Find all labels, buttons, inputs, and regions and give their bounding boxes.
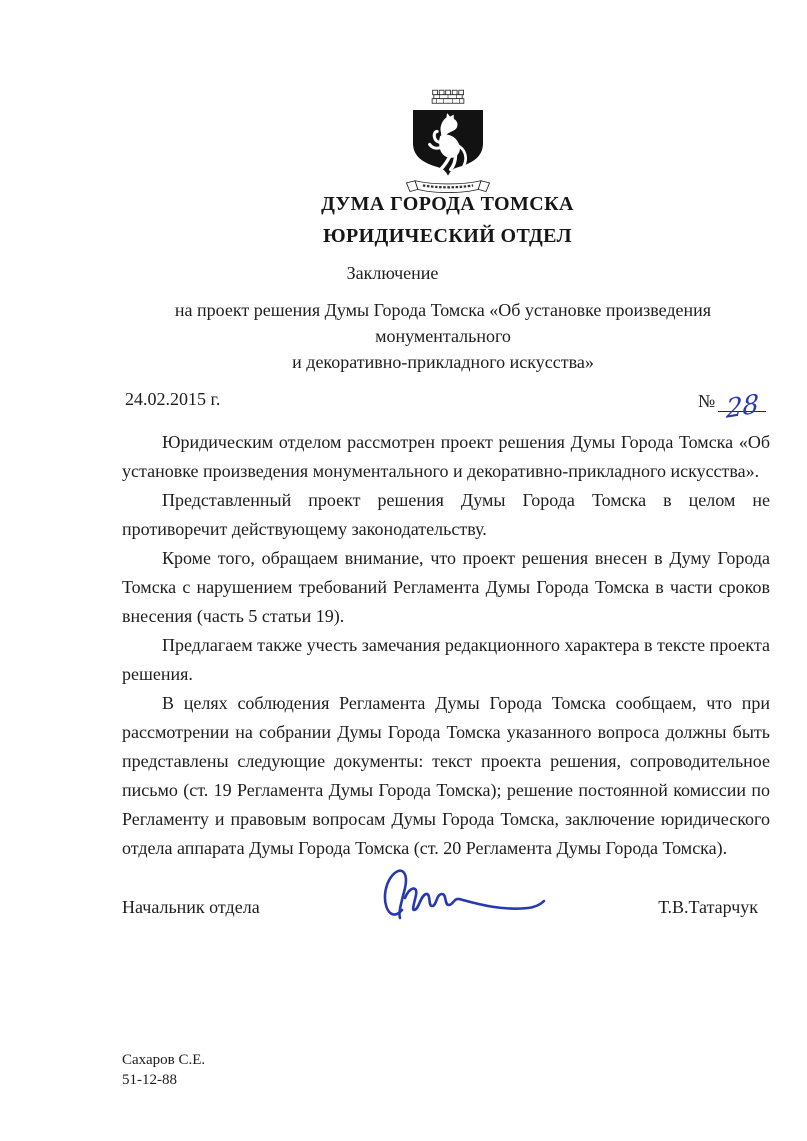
document-subject-line: на проект решения Думы Города Томска «Об установке произведения монументального: [174, 300, 712, 346]
emblem-shield-horse-icon: [410, 109, 486, 177]
document-number-value: 28: [725, 389, 759, 425]
emblem-crown-icon: [431, 86, 465, 108]
tomsk-coat-of-arms: [405, 86, 491, 195]
body-paragraph: Кроме того, обращаем внимание, что проект решения внесен в Думу Города Томска с нарушением требований Регламента Думы Города Томска в части сроков внесения (часть 5 статьи 19).: [122, 548, 770, 626]
document-subject: [118, 297, 768, 375]
body-paragraph: Юридическим отделом рассмотрен проект решения Думы Города Томска «Об установке произведения монументального и декоративно-прикладного искусства».: [122, 432, 770, 481]
executor-name: Сахаров С.Е.: [122, 1052, 206, 1068]
dept-name: ЮРИДИЧЕСКИЙ ОТДЕЛ: [323, 225, 572, 247]
document-body: [122, 428, 770, 863]
org-name: ДУМА ГОРОДА ТОМСКА: [321, 193, 574, 215]
body-paragraph: Предлагаем также учесть замечания редакционного характера в тексте проекта решения.: [122, 635, 770, 684]
document-date: 24.02.2015 г.: [125, 389, 221, 409]
signatory-role: Начальник отдела: [122, 897, 260, 917]
signatory-name: Т.В.Татарчук: [658, 897, 758, 917]
body-paragraph: Представленный проект решения Думы Города Томска в целом не противоречит действующему законодательству.: [122, 490, 770, 539]
document-type: Заключение: [346, 263, 439, 283]
document-subject-line: и декоративно-прикладного искусства»: [292, 352, 594, 372]
body-paragraph: В целях соблюдения Регламента Думы Города Томска сообщаем, что при рассмотрении на собрании Думы Города Томска указанного вопроса должны быть представлены следующие документы: текст проекта решения, сопроводительное письмо (ст. 19 Регламента Думы Города Томска); решение постоянной комиссии по Регламенту и правовым вопросам Думы Города Томска, заключение юридического отдела аппарата Думы Города Томска (ст. 20 Регламента Думы Города Томска).: [122, 693, 770, 858]
executor-block: [122, 1050, 205, 1090]
document-number: [698, 389, 766, 425]
number-sign: №: [698, 391, 716, 411]
number-underline: [718, 389, 766, 425]
signature-scrawl: [362, 858, 557, 938]
executor-phone: 51-12-88: [122, 1072, 177, 1088]
